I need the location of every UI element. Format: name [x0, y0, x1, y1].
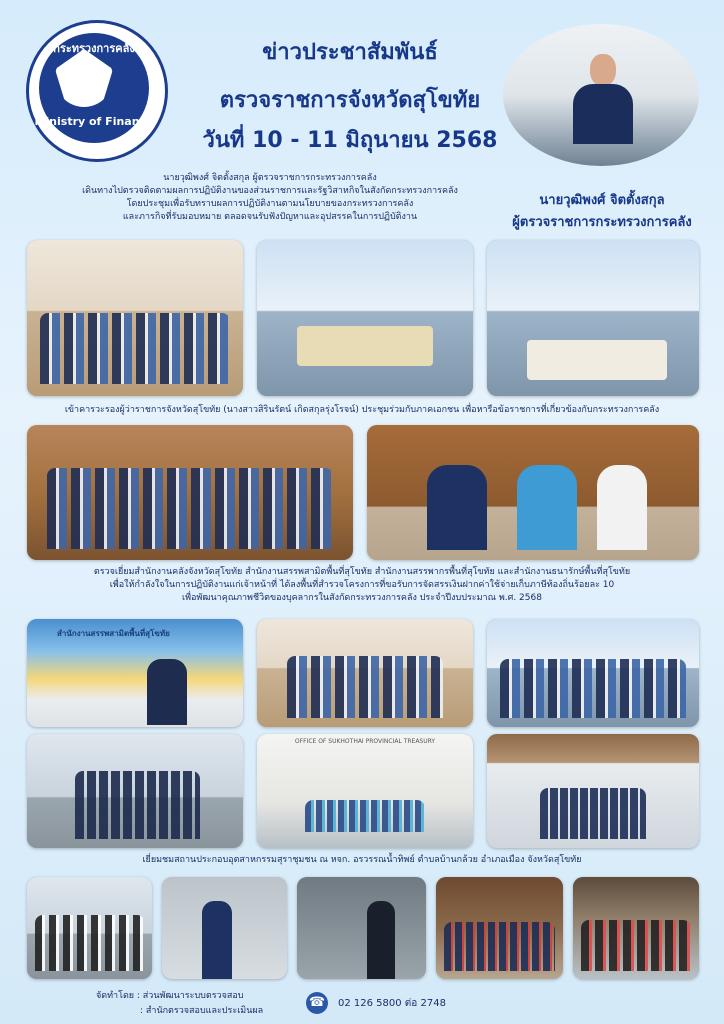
photo-factory-visit-1 [27, 877, 152, 979]
header-subtitle: ตรวจราชการจังหวัดสุโขทัย [219, 88, 481, 113]
header-title: ข่าวประชาสัมพันธ์ [262, 40, 438, 65]
footer-phone: 02 126 5800 ต่อ 2748 [338, 998, 446, 1009]
inspector-title: ผู้ตรวจราชการกระทรวงการคลัง [512, 215, 692, 230]
building-sign-text: OFFICE OF SUKHOTHAI PROVINCIAL TREASURY [294, 738, 436, 745]
caption-row-2-line: เพื่อพัฒนาคุณภาพชีวิตของบุคลากรในสังกัดกระทรวงการคลัง ประจำปีงบประมาณ พ.ศ. 2568 [182, 593, 542, 603]
header-date: วันที่ 10 - 11 มิถุนายน 2568 [202, 128, 498, 153]
photo-group-officials [27, 425, 353, 560]
photo-factory-visit-5 [573, 877, 699, 979]
inspector-portrait-photo [503, 24, 699, 166]
intro-line: โดยประชุมเพื่อรับทราบผลการปฏิบัติงานตามนโยบายของกระทรวงการคลัง [126, 199, 414, 209]
photo-meeting-room [257, 240, 473, 396]
photo-office-entrance-group [487, 734, 699, 848]
ministry-logo [26, 20, 168, 162]
photo-seated-discussion [367, 425, 699, 560]
photo-factory-visit-2 [162, 877, 287, 979]
logo-thai-text: กระทรวงการคลัง [53, 42, 135, 55]
photo-factory-visit-4 [436, 877, 563, 979]
excise-banner-text: สำนักงานสรรพสามิตพื้นที่สุโขทัย [57, 629, 170, 638]
photo-private-sector-meeting [487, 240, 699, 396]
intro-line: นายวุฒิพงศ์ จิตตั้งสกุล ผู้ตรวจราชการกระทรวงการคลัง [163, 173, 377, 183]
photo-factory-visit-3 [297, 877, 426, 979]
photo-uniformed-staff [27, 734, 243, 848]
photo-excise-office-desk [27, 619, 243, 727]
caption-row-3: เยี่ยมชมสถานประกอบอุตสาหกรรมสุราชุมชน ณ หจก. อรวรรณน้ำทิพย์ ตำบลบ้านกล้วย อำเภอเมือง จังหวัดสุโขทัย [142, 855, 582, 865]
logo-english-text: Ministry of Finance [34, 115, 154, 128]
footer-label-2: : สำนักตรวจสอบและประเมินผล [140, 1006, 264, 1016]
footer-label: จัดทำโดย : ส่วนพัฒนาระบบตรวจสอบ [96, 991, 244, 1001]
intro-line: และภารกิจที่รับมอบหมาย ตลอดจนรับฟังปัญหาและอุปสรรคในการปฏิบัติงาน [122, 212, 418, 222]
caption-row-2 [0, 566, 724, 605]
caption-row-2-line: เพื่อให้กำลังใจในการปฏิบัติงานแก่เจ้าหน้าที่ ได้ลงพื้นที่สำรวจโครงการที่ขอรับการจัดสรรเงินฝากค่าใช้จ่ายเก็บภาษีท้องถิ่นร้อยละ 10 [109, 580, 615, 590]
photo-group-meeting-hall [27, 240, 243, 396]
intro-text [60, 172, 480, 224]
photo-officials-standing [257, 619, 473, 727]
phone-icon: ☎ [306, 992, 328, 1014]
footer-credit [96, 989, 263, 1019]
inspector-name: นายวุฒิพงศ์ จิตตั้งสกุล [539, 193, 665, 208]
caption-row-2-line: ตรวจเยี่ยมสำนักงานคลังจังหวัดสุโขทัย สำนักงานสรรพสามิตพื้นที่สุโขทัย สำนักงานสรรพากรพื้นที่สุโขทัย และสำนักงานธนารักษ์พื้นที่สุโขทัย [93, 567, 631, 577]
photo-staff-group [487, 619, 699, 727]
photo-treasury-building [257, 734, 473, 848]
caption-row-1: เข้าคารวะรองผู้ว่าราชการจังหวัดสุโขทัย (นางสาวสิรินรัตน์ เกิดสกุลรุ่งโรจน์) ประชุมร่วมกับภาคเอกชน เพื่อหารือข้อราชการที่เกี่ยวข้องกับกระทรวงการคลัง [64, 405, 660, 415]
intro-line: เดินทางไปตรวจติดตามผลการปฏิบัติงานของส่วนราชการและรัฐวิสาหกิจในสังกัดกระทรวงการคลัง [82, 186, 458, 196]
inspector-name-block [490, 190, 714, 234]
